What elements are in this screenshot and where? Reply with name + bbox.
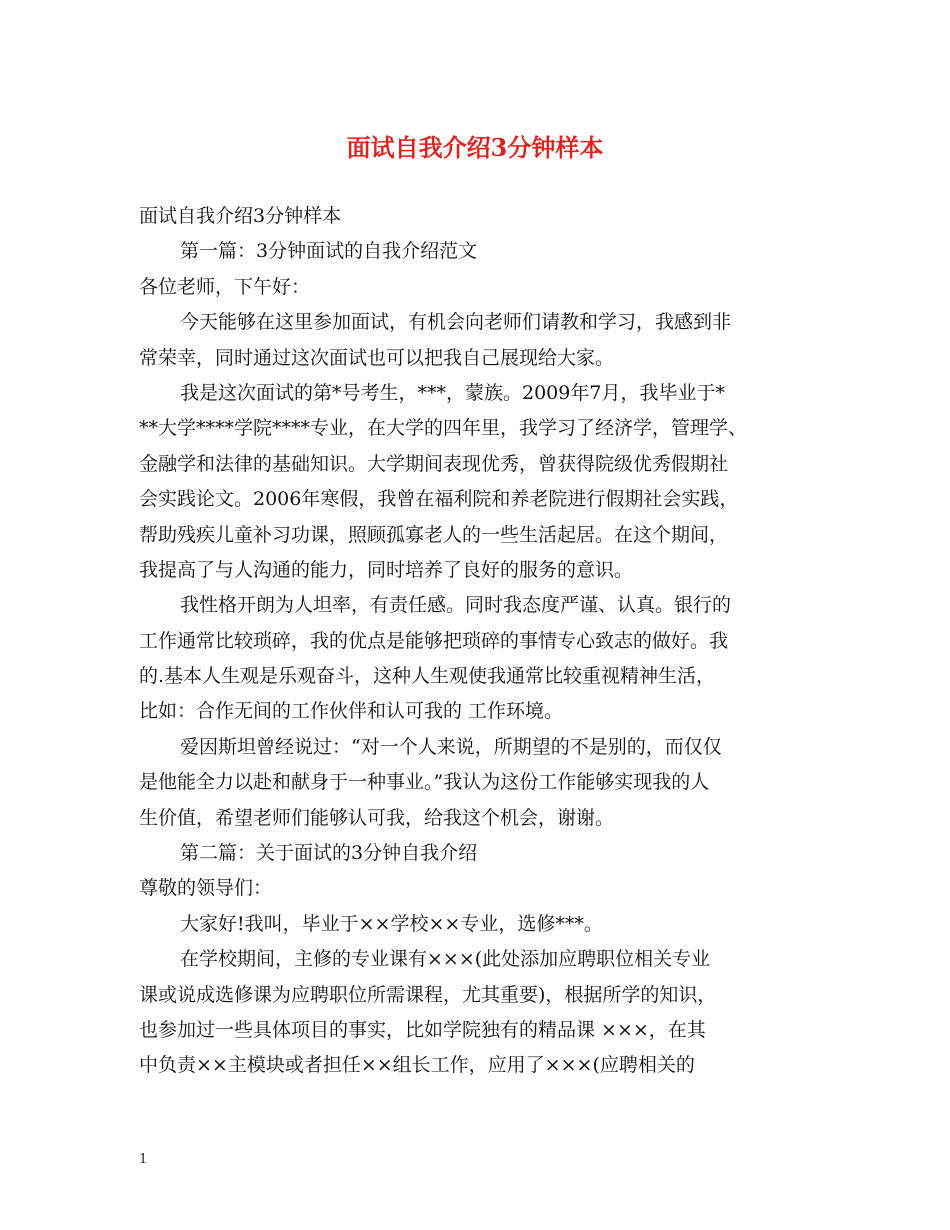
body-line: 课或说成选修课为应聘职位所需课程，尤其重要)，根据所学的知识， [139,983,717,1006]
document-title: 面试自我介绍3分钟样本 [346,133,604,162]
body-line: 常荣幸，同时通过这次面试也可以把我自己展现给大家。 [139,346,615,369]
body-line: 金融学和法律的基础知识。大学期间表现优秀，曾获得院级优秀假期社 [139,452,729,475]
body-line: 在学校期间，主修的专业课有×××(此处添加应聘职位相关专业 [180,948,711,971]
body-line: 是他能全力以赴和献身于一种事业。”我认为这份工作能够实现我的人 [139,771,710,794]
body-line: 各位老师，下午好： [139,275,311,298]
body-line: 面试自我介绍3分钟样本 [139,205,342,227]
body-line: 大家好!我叫，毕业于××学校××专业，选修***。 [180,912,603,935]
body-line: 我性格开朗为人坦率，有责任感。同时我态度严谨、认真。银行的 [180,594,732,617]
body-line: 会实践论文。2006年寒假，我曾在福利院和养老院进行假期社会实践， [139,488,739,511]
body-line: 帮助残疾儿童补习功课，照顾孤寡老人的一些生活起居。在这个期间， [139,523,729,546]
page-number: 1 [139,1152,148,1167]
body-line: 生价值，希望老师们能够认可我，给我这个机会，谢谢。 [139,806,615,829]
body-line: 爱因斯坦曾经说过：“对一个人来说，所期望的不是别的，而仅仅 [180,735,722,758]
body-line: **大学****学院****专业，在大学的四年里，我学习了经济学，管理学、 [139,417,748,440]
body-line: 第二篇：关于面试的3分钟自我介绍 [180,842,478,865]
body-line: 也参加过一些具体项目的事实，比如学院独有的精品课 ×××，在其 [139,1018,706,1041]
body-line: 今天能够在这里参加面试，有机会向老师们请教和学习，我感到非 [180,311,732,334]
document-body [139,199,829,1084]
body-line: 第一篇：3分钟面试的自我介绍范文 [180,240,478,263]
body-line: 我是这次面试的第*号考生，***，蒙族。2009年7月，我毕业于* [180,381,725,404]
body-line: 比如：合作无间的工作伙伴和认可我的 工作环境。 [139,700,564,723]
body-line: 尊敬的领导们： [139,877,273,900]
body-line: 工作通常比较琐碎，我的优点是能够把琐碎的事情专心致志的做好。我 [139,629,729,652]
body-line: 中负责××主模块或者担任××组长工作，应用了×××(应聘相关的 [139,1054,695,1077]
body-line: 我提高了与人沟通的能力，同时培养了良好的服务的意识。 [139,558,634,581]
body-line: 的.基本人生观是乐观奋斗，这种人生观使我通常比较重视精神生活， [139,665,716,688]
